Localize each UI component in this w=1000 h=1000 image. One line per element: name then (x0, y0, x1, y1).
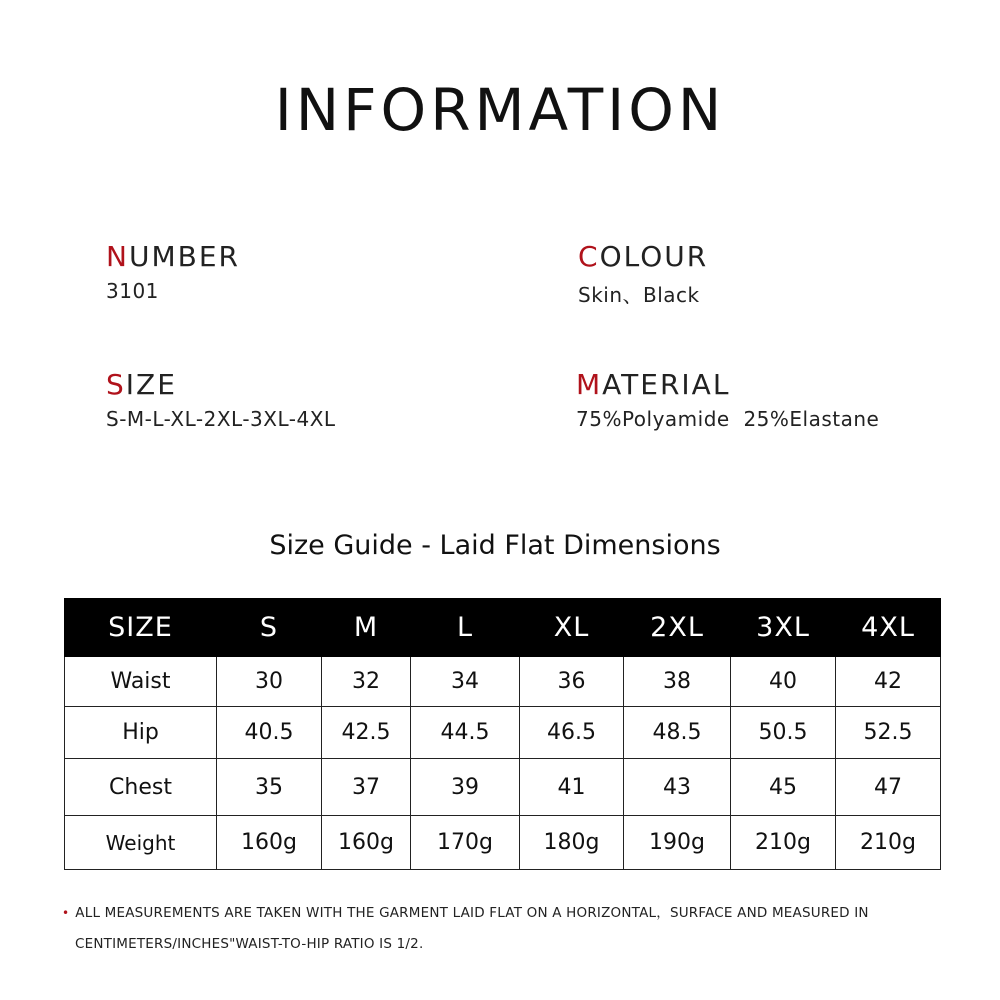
table-cell: 50.5 (731, 707, 836, 759)
info-number-heading-rest: UMBER (128, 240, 240, 273)
bullet-icon: • (62, 906, 70, 920)
footnote (62, 898, 942, 960)
info-material-heading (576, 368, 879, 401)
table-cell: 45 (731, 759, 836, 816)
header-4xl: 4XL (836, 599, 941, 657)
table-cell: 42 (836, 657, 941, 707)
info-colour (578, 240, 708, 308)
header-l: L (411, 599, 520, 657)
table-cell: 32 (322, 657, 411, 707)
header-s: S (217, 599, 322, 657)
table-cell: 38 (624, 657, 731, 707)
table-cell: 52.5 (836, 707, 941, 759)
table-cell: 30 (217, 657, 322, 707)
header-3xl: 3XL (731, 599, 836, 657)
info-size-value: S-M-L-XL-2XL-3XL-4XL (106, 407, 336, 431)
table-row-waist (65, 657, 941, 707)
table-cell: 35 (217, 759, 322, 816)
row-label-waist: Waist (65, 657, 217, 707)
table-cell: 39 (411, 759, 520, 816)
table-cell: 160g (322, 816, 411, 870)
info-size-initial: S (106, 368, 126, 401)
row-label-weight: Weight (65, 816, 217, 870)
info-number (106, 240, 240, 303)
footnote-text-1: ALL MEASUREMENTS ARE TAKEN WITH THE GARMENT LAID FLAT ON A HORIZONTAL，SURFACE AND MEASURED IN (75, 905, 869, 921)
header-2xl: 2XL (624, 599, 731, 657)
info-number-value: 3101 (106, 279, 159, 303)
info-colour-initial: C (578, 240, 600, 273)
info-material-value: 75%Polyamide 25%Elastane (576, 407, 880, 431)
table-cell: 160g (217, 816, 322, 870)
info-colour-heading (578, 240, 708, 273)
table-cell: 47 (836, 759, 941, 816)
header-xl: XL (520, 599, 624, 657)
table-header-row (65, 599, 941, 657)
table-cell: 43 (624, 759, 731, 816)
header-size: SIZE (65, 599, 217, 657)
page-title: INFORMATION (274, 76, 726, 144)
info-material-initial: M (576, 368, 603, 401)
table-cell: 37 (322, 759, 411, 816)
info-number-heading (106, 240, 240, 273)
table-cell: 41 (520, 759, 624, 816)
row-label-chest: Chest (65, 759, 217, 816)
table-cell: 190g (624, 816, 731, 870)
size-table (64, 598, 941, 870)
info-colour-heading-rest: OLOUR (599, 240, 709, 273)
table-cell: 48.5 (624, 707, 731, 759)
row-label-hip: Hip (65, 707, 217, 759)
header-m: M (322, 599, 411, 657)
info-size-heading (106, 368, 336, 401)
info-colour-value: Skin、Black (578, 283, 700, 307)
table-cell: 44.5 (411, 707, 520, 759)
info-material (576, 368, 879, 431)
info-material-heading-rest: ATERIAL (602, 368, 731, 401)
table-cell: 42.5 (322, 707, 411, 759)
table-cell: 170g (411, 816, 520, 870)
table-cell: 210g (731, 816, 836, 870)
table-row-hip (65, 707, 941, 759)
size-guide-title: Size Guide - Laid Flat Dimensions (269, 530, 721, 561)
info-number-initial: N (106, 240, 129, 273)
table-cell: 210g (836, 816, 941, 870)
table-cell: 40 (731, 657, 836, 707)
table-cell: 180g (520, 816, 624, 870)
table-cell: 36 (520, 657, 624, 707)
table-cell: 40.5 (217, 707, 322, 759)
table-cell: 46.5 (520, 707, 624, 759)
table-cell: 34 (411, 657, 520, 707)
table-row-weight (65, 816, 941, 870)
footnote-line-1 (62, 898, 942, 929)
info-size-heading-rest: IZE (125, 368, 177, 401)
footnote-line-2: CENTIMETERS/INCHES"WAIST-TO-HIP RATIO IS 1/2. (75, 936, 424, 952)
info-size (106, 368, 336, 431)
table-row-chest (65, 759, 941, 816)
